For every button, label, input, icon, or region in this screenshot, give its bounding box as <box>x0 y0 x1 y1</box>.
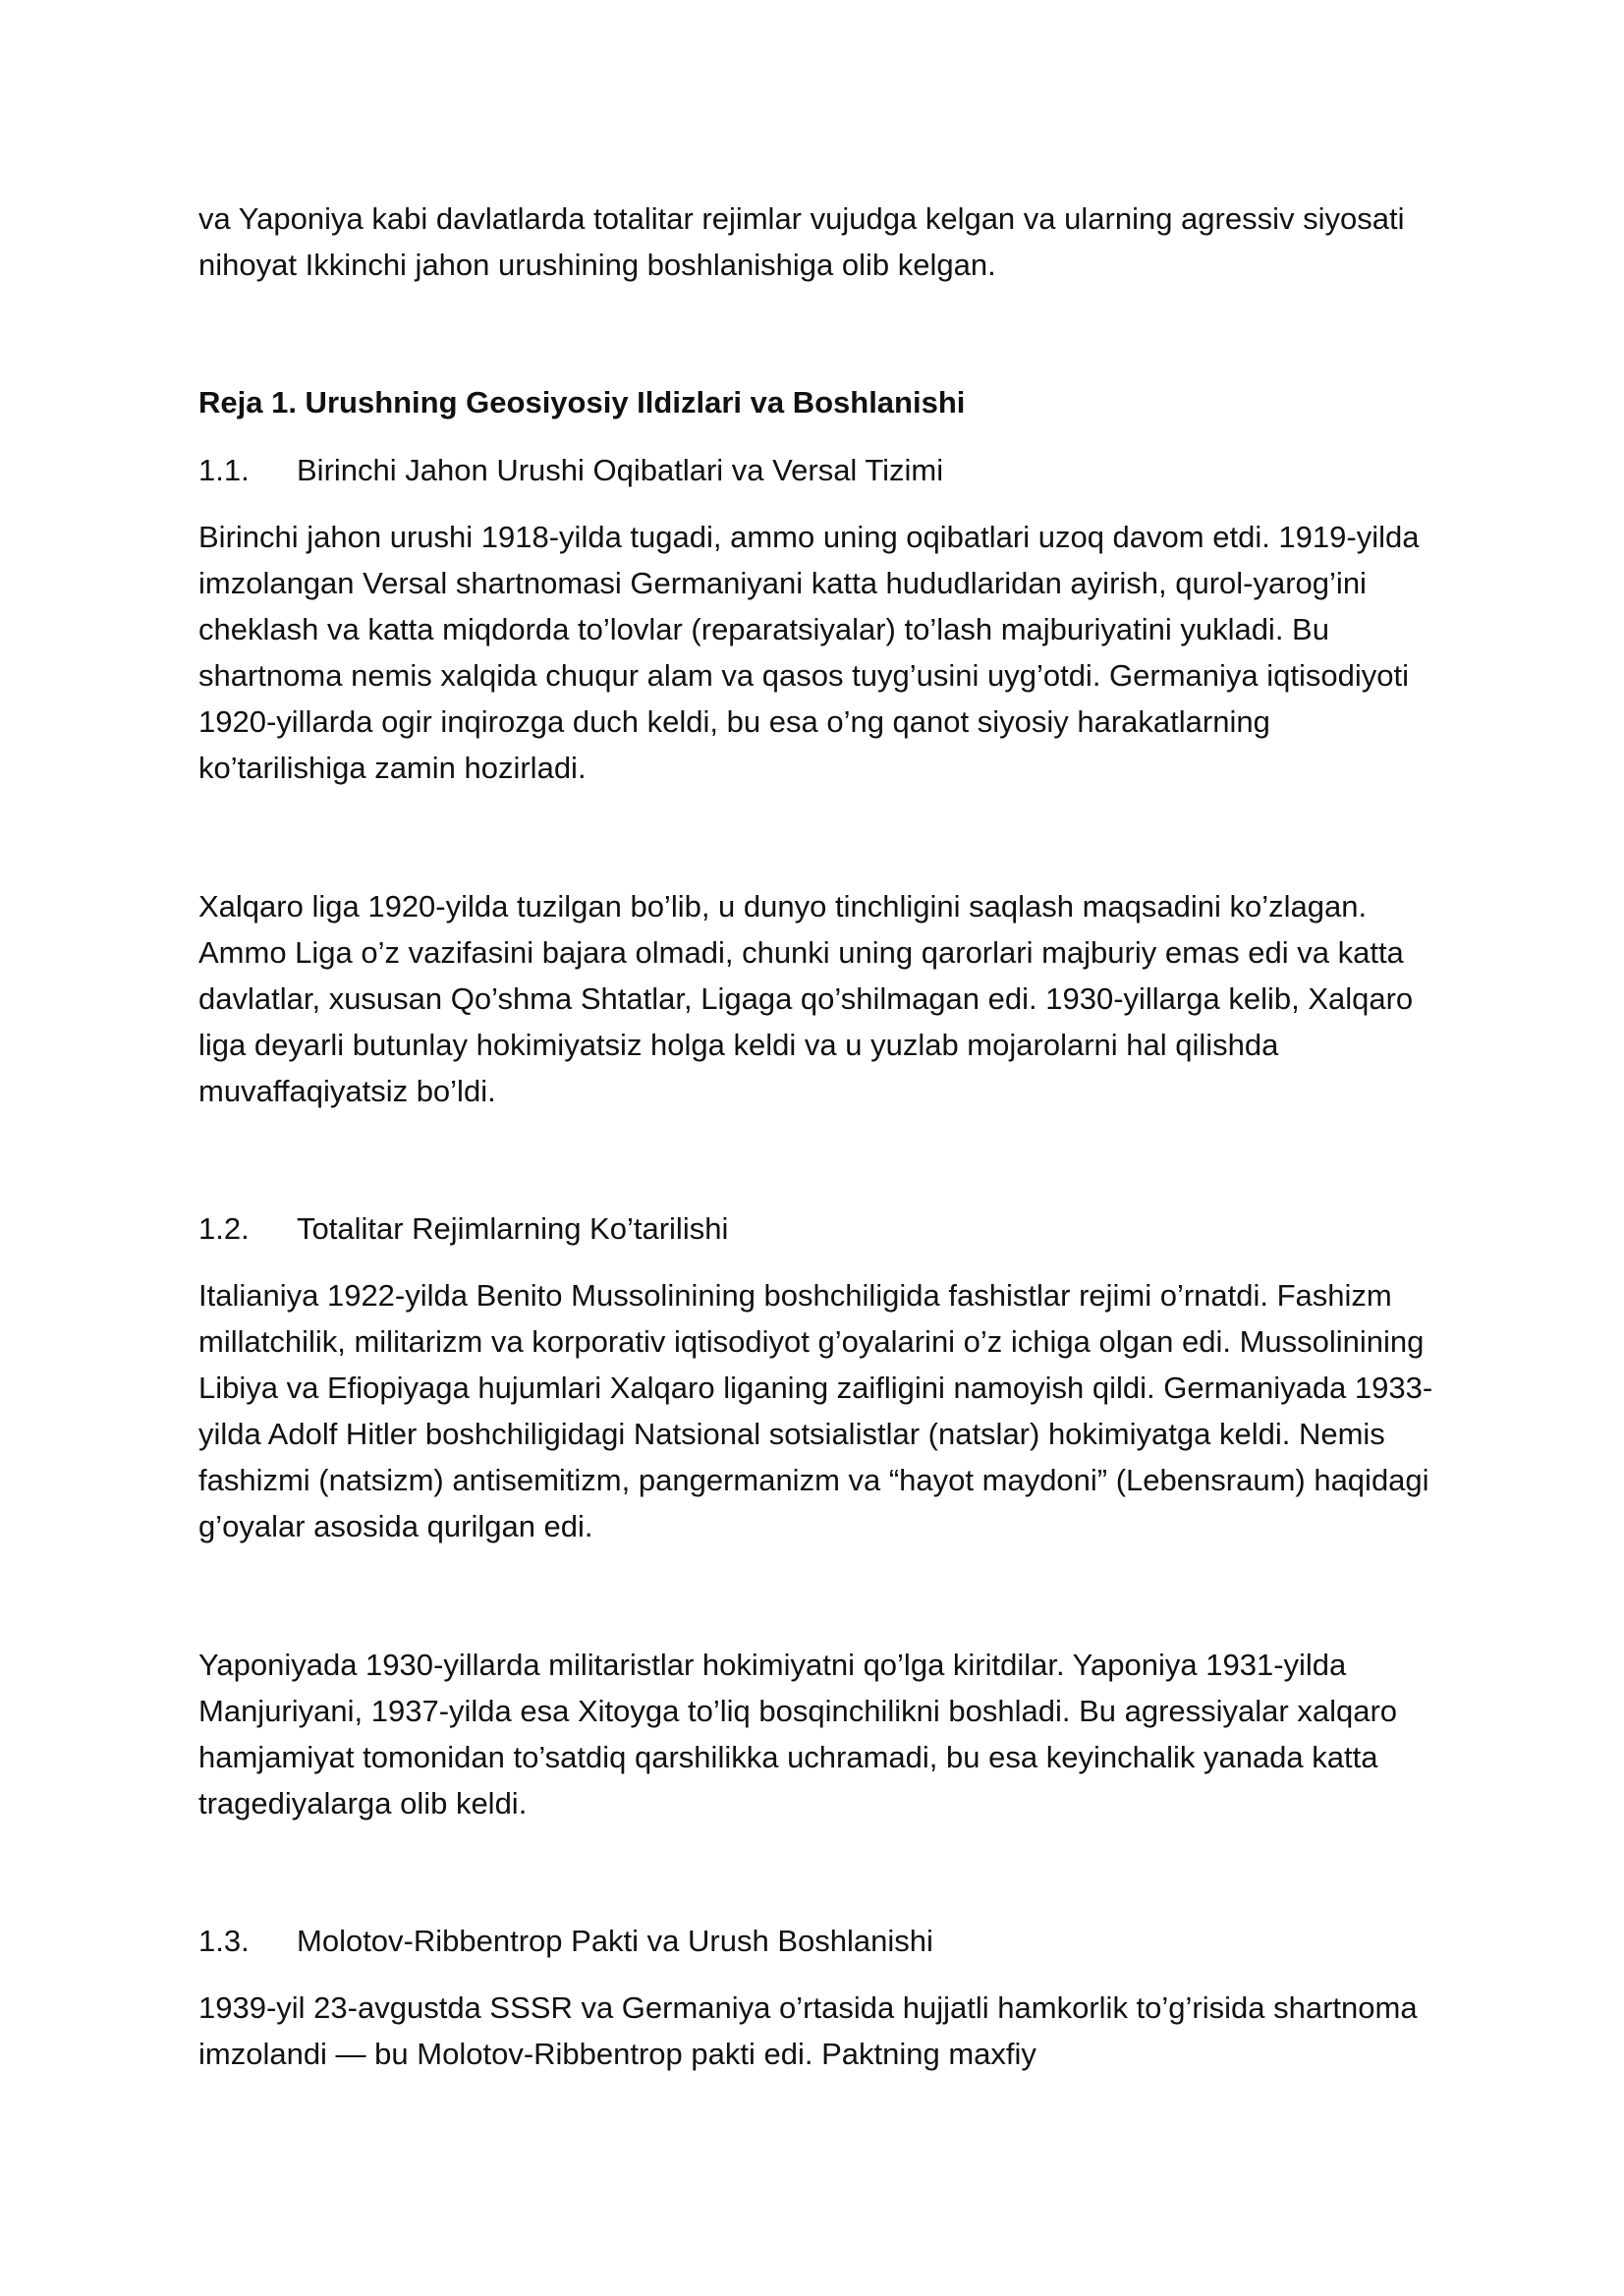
body-paragraph: Yaponiyada 1930-yillarda militaristlar hokimiyatni qo’lga kiritdilar. Yaponiya 1931-yilda Manjuriyani, 1937-yilda esa Xitoyga to’liq bosqinchilikni boshladi. Bu agressiyalar xalqaro hamjamiyat tomonidan to’satdiq qarshilikka uchramadi, bu esa keyinchalik yanada katta tragediyalarga olib keldi. <box>198 1648 1398 1820</box>
body-paragraph: Italianiya 1922-yilda Benito Mussolinining boshchiligida fashistlar rejimi o’rnatdi. Fashizm millatchilik, militarizm va korporativ iqtisodiyot g’oyalarini o’z ichiga olgan edi. Mussolinining Libiya va Efiopiyaga hujumlari Xalqaro liganing zaifligini namoyish qildi. Germaniyada 1933-yilda Adolf Hitler boshchiligidagi Natsional sotsialistlar (natslar) hokimiyatga keldi. Nemis fashizmi (natsizm) antisemitizm, pangermanizm va “hayot maydoni” (Lebensraum) haqidagi g’oyalar asosida qurilgan edi. <box>198 1278 1433 1543</box>
page-content <box>198 196 1436 2077</box>
subsection-number: 1.3. <box>198 1924 250 1958</box>
subsection-heading-1-2 <box>198 1205 1436 1252</box>
body-paragraph: Birinchi jahon urushi 1918-yilda tugadi, ammo uning oqibatlari uzoq davom etdi. 1919-yilda imzolangan Versal shartnomasi Germaniyani katta hududlaridan ayirish, qurol-yarog’ini cheklash va katta miqdorda to’lovlar (reparatsiyalar) to’lash majburiyatini yukladi. Bu shartnoma nemis xalqida chuqur alam va qasos tuyg’usini uyg’otdi. Germaniya iqtisodiyoti 1920-yillarda ogir inqirozga duch keldi, bu esa o’ng qanot siyosiy harakatlarning ko’tarilishiga zamin hozirladi. <box>198 520 1420 785</box>
subsection-number: 1.1. <box>198 453 250 487</box>
body-paragraph: Xalqaro liga 1920-yilda tuzilgan bo’lib, u dunyo tinchligini saqlash maqsadini ko’zlagan. Ammo Liga o’z vazifasini bajara olmadi, chunki uning qarorlari majburiy emas edi va katta davlatlar, xususan Qo’shma Shtatlar, Ligaga qo’shilmagan edi. 1930-yillarga kelib, Xalqaro liga deyarli butunlay hokimiyatsiz holga keldi va u yuzlab mojarolarni hal qilishda muvaffaqiyatsiz bo’ldi. <box>198 889 1414 1108</box>
section-heading: Reja 1. Urushning Geosiyosiy Ildizlari va Boshlanishi <box>198 385 966 420</box>
intro-paragraph: va Yaponiya kabi davlatlarda totalitar rejimlar vujudga kelgan va ularning agressiv siyosati nihoyat Ikkinchi jahon urushining boshlanishiga olib kelgan. <box>198 201 1405 282</box>
subsection-title: Molotov-Ribbentrop Pakti va Urush Boshlanishi <box>297 1924 933 1958</box>
body-paragraph: 1939-yil 23-avgustda SSSR va Germaniya o’rtasida hujjatli hamkorlik to’g’risida shartnoma imzolandi — bu Molotov-Ribbentrop pakti edi. Paktning maxfiy <box>198 1990 1418 2071</box>
subsection-heading-1-1 <box>198 447 1436 493</box>
subsection-heading-1-3 <box>198 1918 1436 1964</box>
subsection-title: Totalitar Rejimlarning Ko’tarilishi <box>297 1211 729 1246</box>
subsection-number: 1.2. <box>198 1211 250 1246</box>
subsection-title: Birinchi Jahon Urushi Oqibatlari va Versal Tizimi <box>297 453 944 487</box>
